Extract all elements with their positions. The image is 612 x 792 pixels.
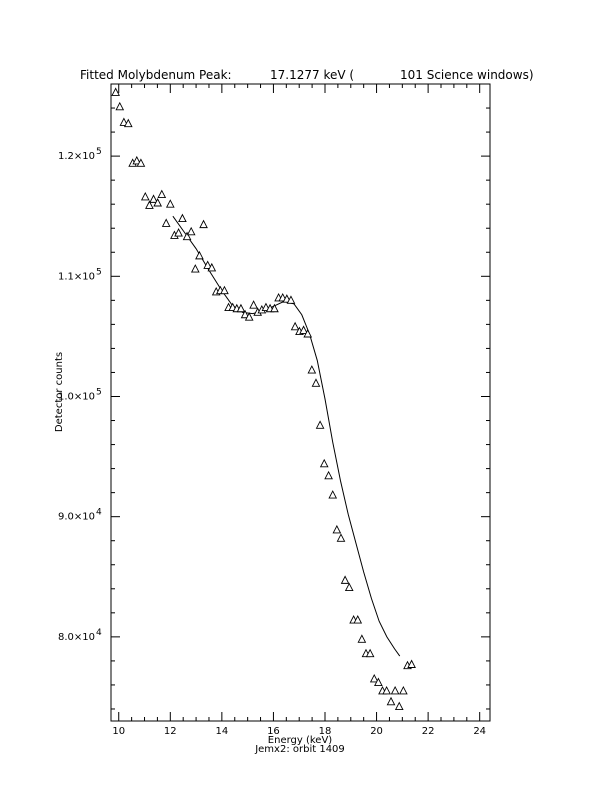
x-tick-label: 20 xyxy=(370,726,383,737)
y-tick-label: 1.0×10 xyxy=(57,391,95,403)
footer-caption: Jemx2: orbit 1409 xyxy=(255,744,345,755)
chart-title-energy: 17.1277 keV ( xyxy=(270,68,355,82)
y-axis-label: Detector counts xyxy=(54,351,65,433)
y-tick-label-exponent: 5 xyxy=(96,147,102,158)
x-axis-label: Energy (keV) xyxy=(267,735,333,746)
y-tick-label: 9.0×10 xyxy=(57,511,95,523)
y-tick-label: 8.0×10 xyxy=(57,631,95,643)
chart-title-label: Fitted Molybdenum Peak: xyxy=(80,68,232,82)
y-tick-label-exponent: 5 xyxy=(96,267,102,278)
y-tick-label: 1.2×10 xyxy=(57,151,95,163)
x-tick-label: 12 xyxy=(163,726,177,737)
x-tick-label: 14 xyxy=(215,726,229,737)
x-tick-label: 16 xyxy=(267,726,280,737)
y-tick-label: 1.1×10 xyxy=(57,271,95,283)
x-tick-label: 18 xyxy=(318,726,332,737)
x-tick-label: 10 xyxy=(112,726,126,737)
chart-title-windows: 101 Science windows) xyxy=(400,68,534,82)
y-tick-label-exponent: 4 xyxy=(96,507,102,518)
x-tick-label: 22 xyxy=(421,726,435,737)
x-tick-label: 24 xyxy=(473,726,487,737)
y-tick-label-exponent: 4 xyxy=(96,627,102,638)
y-tick-label-exponent: 5 xyxy=(96,387,102,398)
